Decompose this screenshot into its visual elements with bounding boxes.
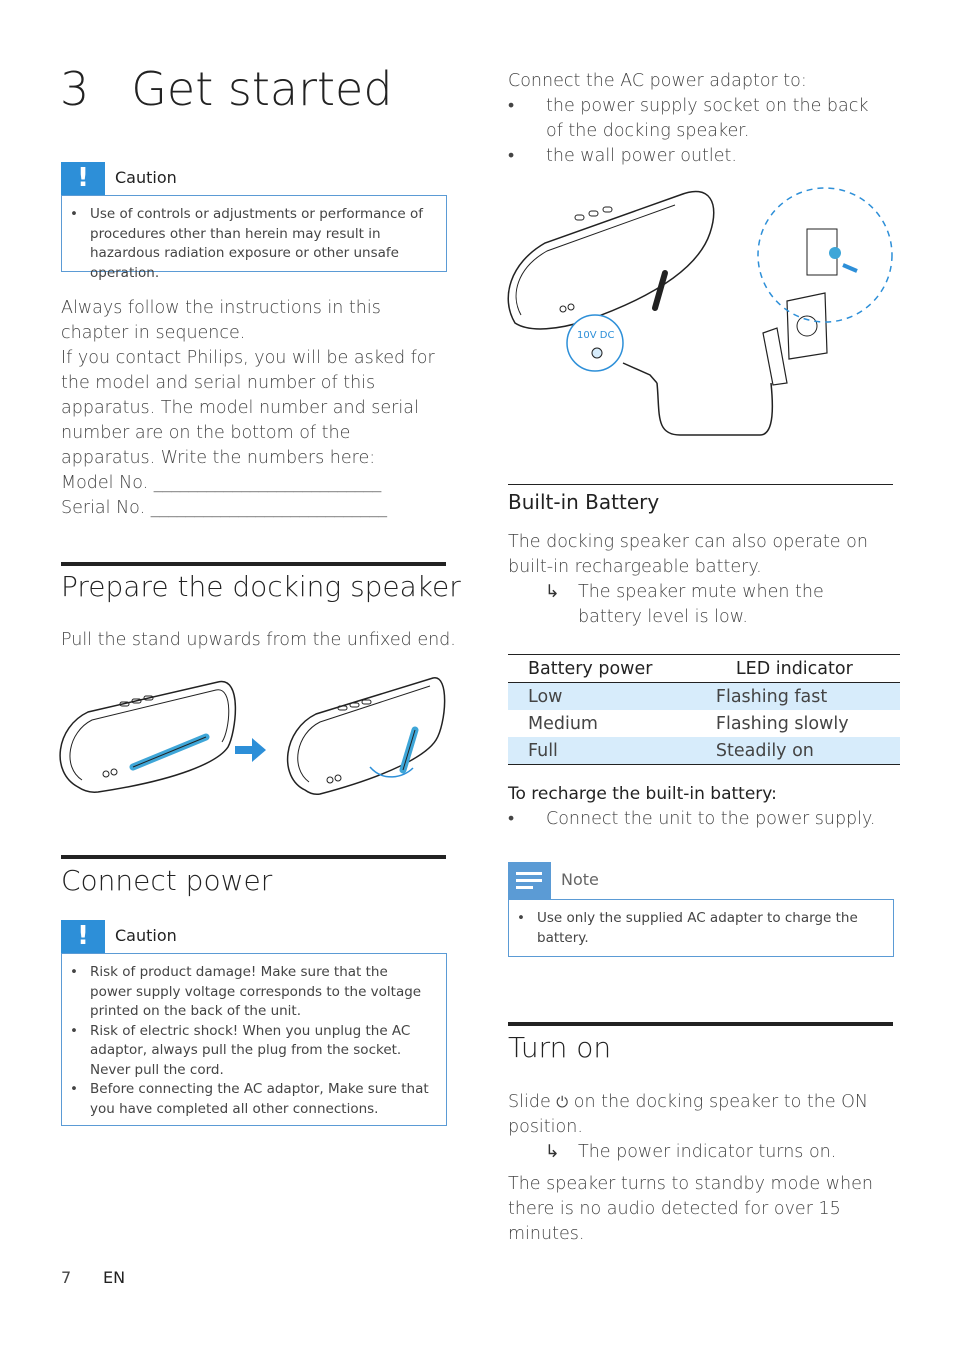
result-arrow-icon: ↳ [545, 1142, 560, 1162]
table-header: LED indicator [696, 655, 900, 683]
turn-on-text-before: Slide [508, 1092, 551, 1112]
turn-on-result [545, 1140, 885, 1165]
result-arrow-icon: ↳ [545, 582, 560, 602]
table-row [508, 710, 900, 737]
note-icon [508, 862, 551, 899]
turn-on-text-after: on the docking speaker to the ON position. [508, 1092, 869, 1137]
section-rule [61, 562, 446, 566]
intro-paragraph-1: Always follow the instructions in this chapter in sequence. [61, 298, 381, 343]
note-box [508, 899, 894, 957]
caution-icon: ! [61, 920, 105, 953]
caution-box [61, 953, 447, 1126]
caution-item: • Use of controls or adjustments or performance of procedures other than herein may result in hazardous radiation exposure or other unsafe operation. [62, 205, 432, 283]
chapter-title [60, 62, 393, 116]
recharge-heading: To recharge the built-in battery: [508, 784, 777, 804]
table-cell: Flashing fast [696, 683, 900, 711]
arrow-right-icon [235, 738, 266, 762]
caution-item: • Risk of electric shock! When you unplug the AC adaptor, always pull the plug from the socket. Never pull the cord. [62, 1022, 432, 1081]
recharge-list [500, 807, 890, 832]
table-cell: Flashing slowly [715, 713, 849, 734]
caution-item: • Risk of product damage! Make sure that the power supply voltage corresponds to the voltage printed on the back of the unit. [62, 963, 432, 1022]
section-heading-connect: Connect power [61, 864, 273, 897]
turn-on-text [508, 1090, 893, 1140]
power-icon: ⏻ [556, 1093, 569, 1111]
adaptor-item: • the power supply socket on the back of the docking speaker. [500, 94, 885, 144]
page-number: 7 [61, 1268, 72, 1287]
caution-label: Caution [115, 168, 177, 187]
table-cell: Medium [528, 713, 598, 734]
language-code: EN [103, 1268, 126, 1287]
table-cell: Low [508, 683, 696, 711]
table-header-row [508, 655, 900, 683]
stand-illustration [58, 672, 450, 800]
section-rule [508, 1022, 893, 1026]
adaptor-intro: Connect the AC power adaptor to: [508, 71, 807, 91]
section-heading-prepare: Prepare the docking speaker [61, 570, 461, 603]
serial-number-line: Serial No. ___________________________ [61, 498, 387, 518]
table-row [508, 737, 900, 765]
section-rule [508, 484, 893, 485]
adaptor-item: • the wall power outlet. [500, 144, 885, 169]
intro-paragraph-2: If you contact Philips, you will be asked for the model and serial number of this apparatus. The model number and serial number are on the bottom of the apparatus. Write the numbers here: [61, 348, 435, 468]
connect-power-illustration [505, 183, 897, 443]
model-number-line: Model No. __________________________ [61, 473, 382, 493]
caution-label: Caution [115, 926, 177, 945]
note-label: Note [561, 870, 599, 889]
caution-item: • Before connecting the AC adaptor, Make sure that you have completed all other connections. [62, 1080, 432, 1119]
table-row [508, 683, 900, 711]
caution-box [61, 195, 447, 281]
battery-table [508, 654, 900, 765]
note-item: • Use only the supplied AC adapter to charge the battery. [509, 909, 879, 948]
section-heading-battery: Built-in Battery [508, 490, 660, 514]
section-rule [61, 855, 446, 859]
prepare-text: Pull the stand upwards from the unfixed end. [61, 630, 456, 650]
intro-text [61, 296, 446, 521]
standby-text: The speaker turns to standby mode when there is no audio detected for over 15 minutes. [508, 1174, 873, 1244]
section-heading-turn-on: Turn on [508, 1031, 612, 1064]
table-header: Battery power [508, 655, 696, 683]
dc-label: 10V DC [577, 330, 615, 341]
chapter-title-text: Get started [131, 62, 393, 116]
chapter-number: 3 [60, 62, 90, 116]
battery-result-text: The speaker mute when the battery level is low. [578, 582, 824, 627]
table-cell: Full [508, 737, 696, 765]
table-cell: Steadily on [696, 737, 900, 765]
recharge-item: • Connect the unit to the power supply. [500, 807, 890, 832]
battery-result [545, 580, 885, 630]
caution-icon: ! [61, 162, 105, 195]
battery-text: The docking speaker can also operate on built-in rechargeable battery. [508, 532, 868, 577]
speaker-open-image [288, 678, 445, 794]
turn-on-result-text: The power indicator turns on. [578, 1142, 837, 1162]
adaptor-list [500, 94, 885, 169]
speaker-closed-image [60, 682, 235, 793]
